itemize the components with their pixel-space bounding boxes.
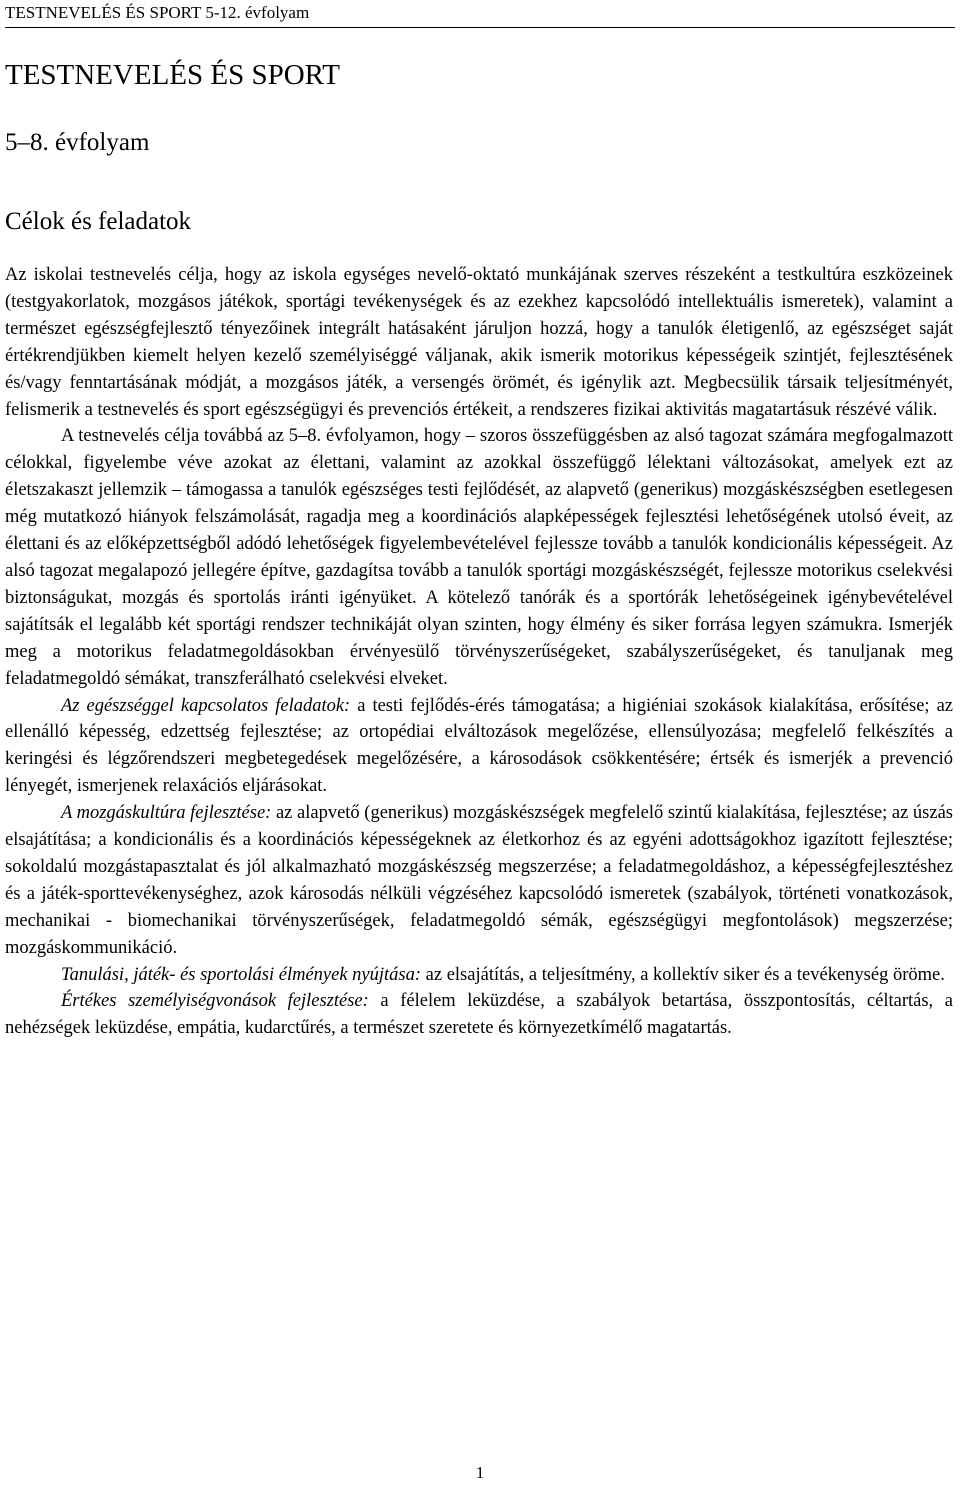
grade-subtitle: 5–8. évfolyam <box>5 129 150 156</box>
paragraph-goals <box>5 262 953 423</box>
paragraph-lead: Az egészséggel kapcsolatos feladatok: <box>61 695 351 716</box>
paragraph-text: a félelem leküzdése, a szabályok betartása, összpontosítás, céltartás, a nehézségek leküzdése, empátia, kudarctűrés, a természet szeretete és környezetkímélő magatartás. <box>5 991 953 1039</box>
header-rule <box>5 27 955 28</box>
paragraph-experiences <box>5 962 953 989</box>
paragraph-text: az alapvető (generikus) mozgáskészségek megfelelő szintű kialakítása, fejlesztése; az úszás elsajátítása; a kondicionális és a koordinációs képességeknek az életkorhoz és az egyéni adottságokhoz igazított fejlesztése; sokoldalú mozgástapasztalat és jól alkalmazható mozgáskészség megszerzése; a feladatmegoldáshoz, a képességfejlesztéshez és a játék-sporttevékenységhez, azok károsodás nélküli végzéséhez kapcsolódó ismeretek (szabályok, történeti vonatkozások, mechanikai - biomechanikai törvényszerűségek, feladatmegoldó sémák, egészségügyi megfontolások) megszerzése; mozgáskommunikáció. <box>5 803 953 958</box>
paragraph-lead: A mozgáskultúra fejlesztése: <box>61 803 272 824</box>
body-text <box>5 262 953 1042</box>
running-header: TESTNEVELÉS ÉS SPORT 5-12. évfolyam <box>5 3 310 22</box>
paragraph-grade-goals <box>5 423 953 692</box>
paragraph-text: Az iskolai testnevelés célja, hogy az iskola egységes nevelő-oktató munkájának szerves részeként a testkultúra eszközeinek (testgyakorlatok, mozgásos játékok, sportági tevékenységek és az ezekhez kapcsolódó intellektuális ismeretek), valamint a természet egészségfejlesztő tényezőinek integrált hatásaként járuljon hozzá, hogy a tanulók életigenlő, az egészséget saját értékrendjükben kiemelt helyen kezelő személyiséggé váljanak, akik ismerik motorikus képességeik szintjét, fejlesztésének és/vagy fenntartásának módját, a mozgásos játék, a versengés örömét, és igénylik azt. Megbecsülik társaik teljesítményét, felismerik a testnevelés és sport egészségügyi és prevenciós értékeit, a rendszeres fizikai aktivitás magatartásuk részévé válik. <box>5 265 953 420</box>
paragraph-movement-culture <box>5 800 953 961</box>
paragraph-health-tasks <box>5 693 953 801</box>
paragraph-lead: Tanulási, játék- és sportolási élmények nyújtása: <box>61 964 422 985</box>
paragraph-lead: Értékes személyiségvonások fejlesztése: <box>61 991 369 1012</box>
paragraph-text: a testi fejlődés-érés támogatása; a higiéniai szokások kialakítása, erősítése; az ellenálló képesség, edzettség fejlesztése; az ortopédiai elváltozások megelőzése, ellensúlyozása; megfelelő felkészítés a keringési és légzőrendszeri megbetegedések megelőzésére, a károsodások csökkentésére; értsék és ismerjék a prevenció lényegét, ismerjenek relaxációs eljárásokat. <box>5 695 953 797</box>
paragraph-text: az elsajátítás, a teljesítmény, a kollektív siker és a tevékenység öröme. <box>421 964 945 985</box>
paragraph-text: A testnevelés célja továbbá az 5–8. évfolyamon, hogy – szoros összefüggésben az alsó tagozat számára megfogalmazott célokkal, figyelembe véve azokat az élettani, valamint az azokkal összefüggő lélektani változásokat, amelyek ezt az életszakaszt jellemzik – támogassa a tanulók egészséges testi fejlődését, az alapvető (generikus) mozgáskészségben esetlegesen még mutatkozó hiányok felszámolását, ragadja meg a koordinációs alapképességek fejlesztési lehetőségének utolsó éveit, az élettani és az előképzettségből adódó lehetőségek figyelembevételével fejlessze tovább a tanulók kondicionális képességeit. Az alsó tagozat megalapozó jellegére építve, gazdagítsa tovább a tanulók sportági mozgáskészségét, fejlessze motorikus cselekvési biztonságukat, mozgás és sportolás iránti igényüket. A kötelező tanórák és a sportórák lehetőségeinek igénybevételével sajátítsák el legalább két sportági rendszer technikáját olyan szinten, hogy élmény és siker forrása legyen számukra. Ismerjék meg a motorikus feladatmegoldásokban érvényesülő törvényszerűségeket, szabályszerűségeket, és tanuljanak meg feladatmegoldó sémákat, transzferálható cselekvési elveket. <box>5 426 953 689</box>
paragraph-personality <box>5 988 953 1042</box>
section-heading: Célok és feladatok <box>5 208 192 235</box>
page-number: 1 <box>475 1463 485 1482</box>
document-title: TESTNEVELÉS ÉS SPORT <box>5 59 341 91</box>
